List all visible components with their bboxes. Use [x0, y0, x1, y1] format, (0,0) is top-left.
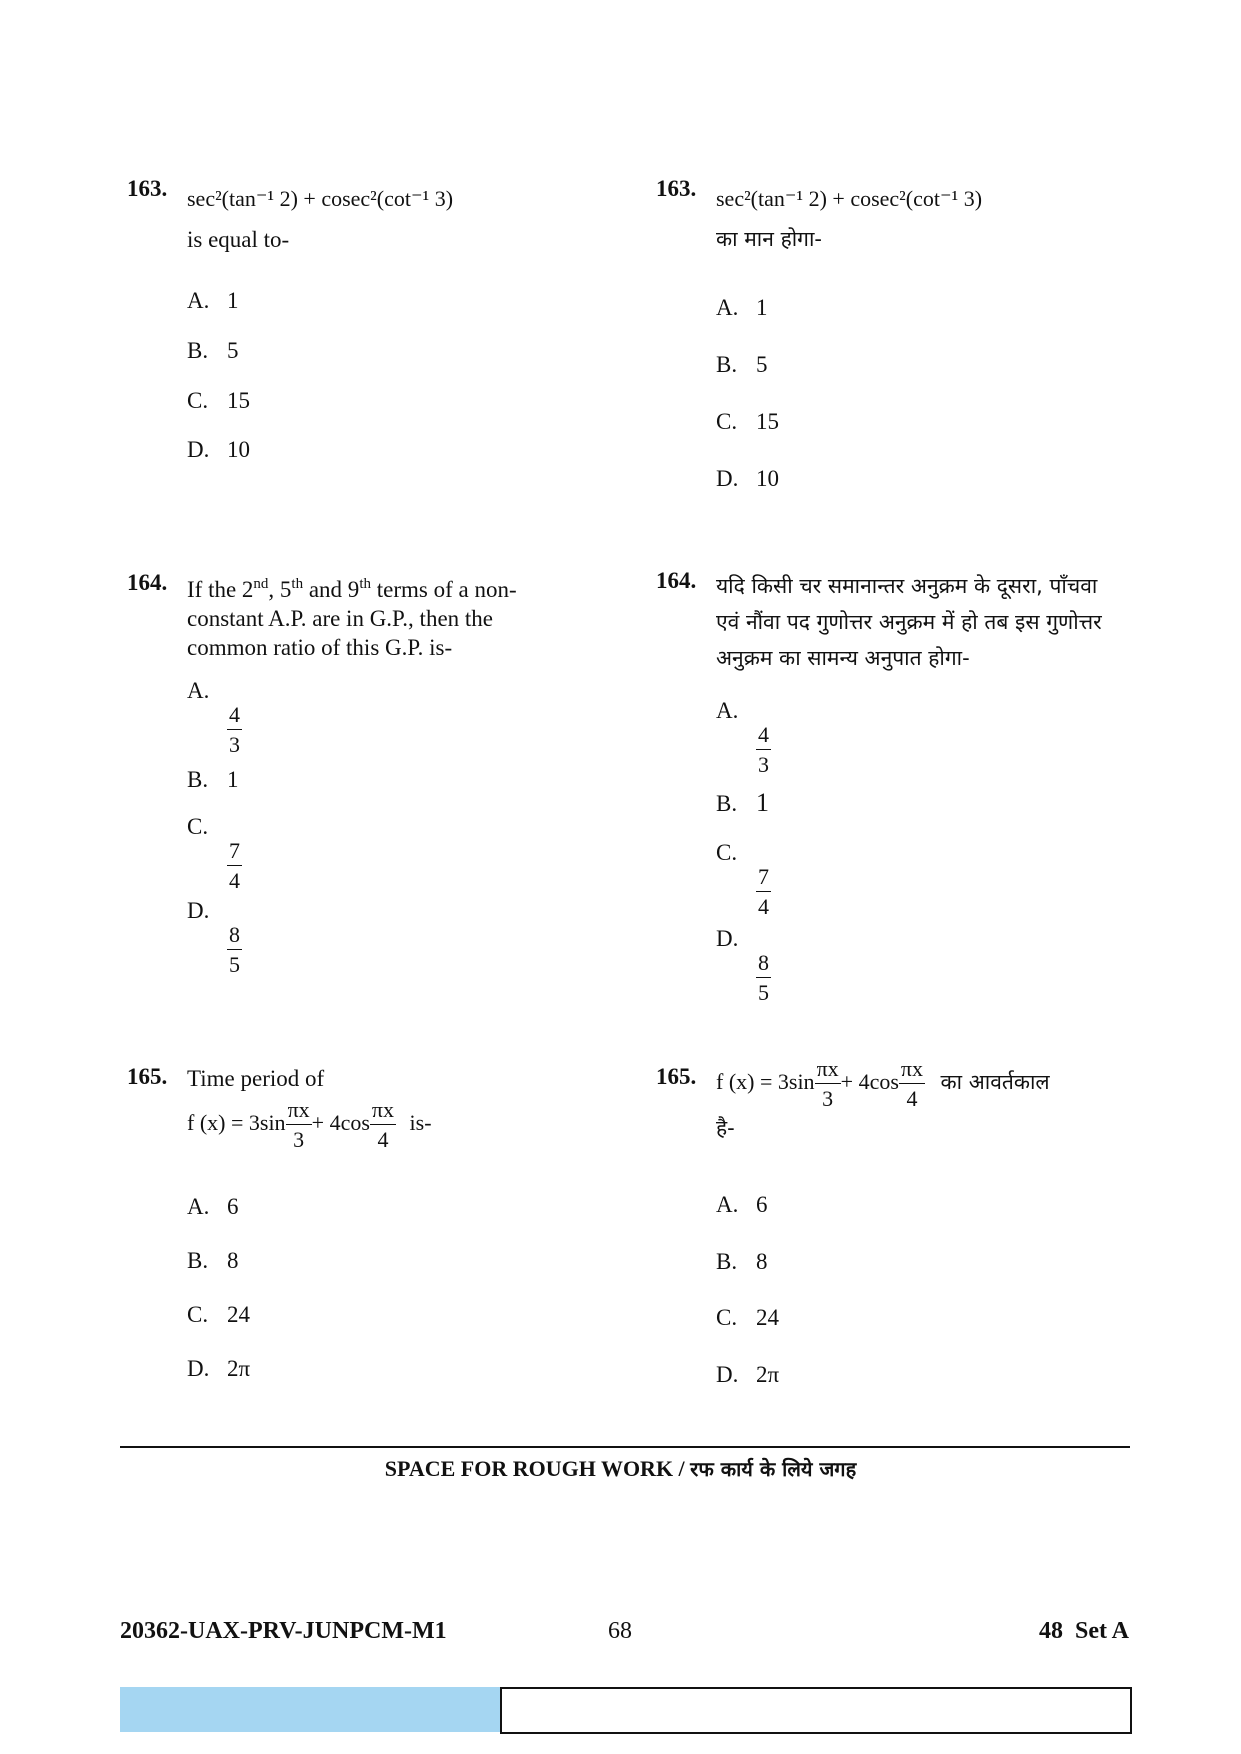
option-d: D. 2π [716, 1362, 780, 1387]
question-number: 164. [127, 570, 168, 595]
question-number: 165. [656, 1064, 697, 1089]
fraction: $\frac{4}{3}$ [229, 702, 240, 758]
question-163-hi [656, 176, 1176, 496]
option-b: B. 8 [187, 1248, 239, 1273]
question-number: 165. [127, 1064, 168, 1089]
question-line-2: एवं नौंवा पद गुणोत्तर अनुक्रम में हो तब इस गुणोत्तर [716, 610, 1102, 634]
question-line-1: If the 2nd, 5th and 9th terms of a non- [187, 576, 517, 602]
question-number: 163. [127, 176, 168, 201]
option-c: C. 24 [716, 1305, 779, 1330]
fraction: $\frac{8}{5}$ [758, 950, 769, 1006]
fraction: $\frac{7}{4}$ [229, 838, 240, 894]
question-expression: f (x) = 3sin $\frac{\pi x}{3}$ + 4cos $\frac{\pi x}{4}$ is- [187, 1097, 432, 1153]
rough-work-heading: SPACE FOR ROUGH WORK / रफ कार्य के लिये जगह [384, 1456, 857, 1481]
question-165-en [127, 1064, 647, 1394]
option-d: D. 2π [187, 1356, 251, 1381]
option-a: A. $\frac{4}{3}$ [187, 678, 240, 758]
option-b: B. 5 [716, 352, 768, 377]
option-a: A. $\frac{4}{3}$ [716, 698, 769, 778]
question-text: Time period of [187, 1066, 325, 1091]
paper-code: 20362-UAX-PRV-JUNPCM-M1 [120, 1618, 447, 1644]
fraction: $\frac{7}{4}$ [758, 864, 769, 920]
option-b: B. 1 [716, 788, 769, 817]
fraction: $\frac{\pi x}{4}$ [371, 1097, 395, 1153]
question-number: 163. [656, 176, 697, 201]
question-line-3: अनुक्रम का सामन्य अनुपात होगा- [716, 646, 970, 670]
option-d: D. 10 [187, 437, 250, 462]
question-164-hi [656, 568, 1196, 1006]
option-a: A. 6 [716, 1192, 768, 1217]
option-a: A. 1 [716, 295, 768, 320]
answer-box [500, 1687, 1132, 1734]
question-expression: sec²(tan⁻¹ 2) + cosec²(cot⁻¹ 3) [187, 186, 454, 211]
option-b: B. 5 [187, 338, 239, 363]
option-c: C. $\frac{7}{4}$ [187, 814, 240, 894]
question-line-2: constant A.P. are in G.P., then the [187, 606, 493, 631]
option-c: C. 24 [187, 1302, 250, 1327]
question-164-en [127, 570, 647, 978]
color-bar [120, 1687, 500, 1732]
fraction: $\frac{\pi x}{4}$ [900, 1056, 924, 1112]
question-line-3: common ratio of this G.P. is- [187, 635, 453, 660]
set-label: 48 Set A [1039, 1618, 1129, 1644]
option-a: A. 6 [187, 1194, 239, 1219]
option-a: A. 1 [187, 288, 239, 313]
question-expression: sec²(tan⁻¹ 2) + cosec²(cot⁻¹ 3) [716, 186, 983, 211]
option-c: C. 15 [187, 388, 250, 413]
question-163-en [127, 176, 647, 476]
fraction: $\frac{4}{3}$ [758, 722, 769, 778]
option-b: B. 1 [187, 767, 239, 792]
option-b: B. 8 [716, 1249, 768, 1274]
question-line-1: यदि किसी चर समानान्तर अनुक्रम के दूसरा, पाँचवा [716, 574, 1098, 598]
question-number: 164. [656, 568, 697, 593]
option-d: D. $\frac{8}{5}$ [187, 898, 240, 978]
option-c: C. $\frac{7}{4}$ [716, 840, 769, 920]
option-c: C. 15 [716, 409, 779, 434]
question-text: का मान होगा- [716, 227, 822, 251]
option-d: D. 10 [716, 466, 779, 491]
divider-rule [120, 1446, 1130, 1448]
fraction: $\frac{8}{5}$ [229, 922, 240, 978]
question-text: है- [716, 1115, 735, 1140]
question-165-hi [656, 1056, 1196, 1394]
question-text: is equal to- [187, 227, 290, 252]
question-expression: f (x) = 3sin $\frac{\pi x}{3}$ + 4cos $\frac{\pi x}{4}$ का आवर्तकाल [716, 1056, 1050, 1112]
fraction: $\frac{\pi x}{3}$ [287, 1097, 310, 1153]
fraction: $\frac{\pi x}{3}$ [816, 1056, 839, 1112]
page-number: 68 [608, 1618, 632, 1644]
option-d: D. $\frac{8}{5}$ [716, 926, 769, 1006]
